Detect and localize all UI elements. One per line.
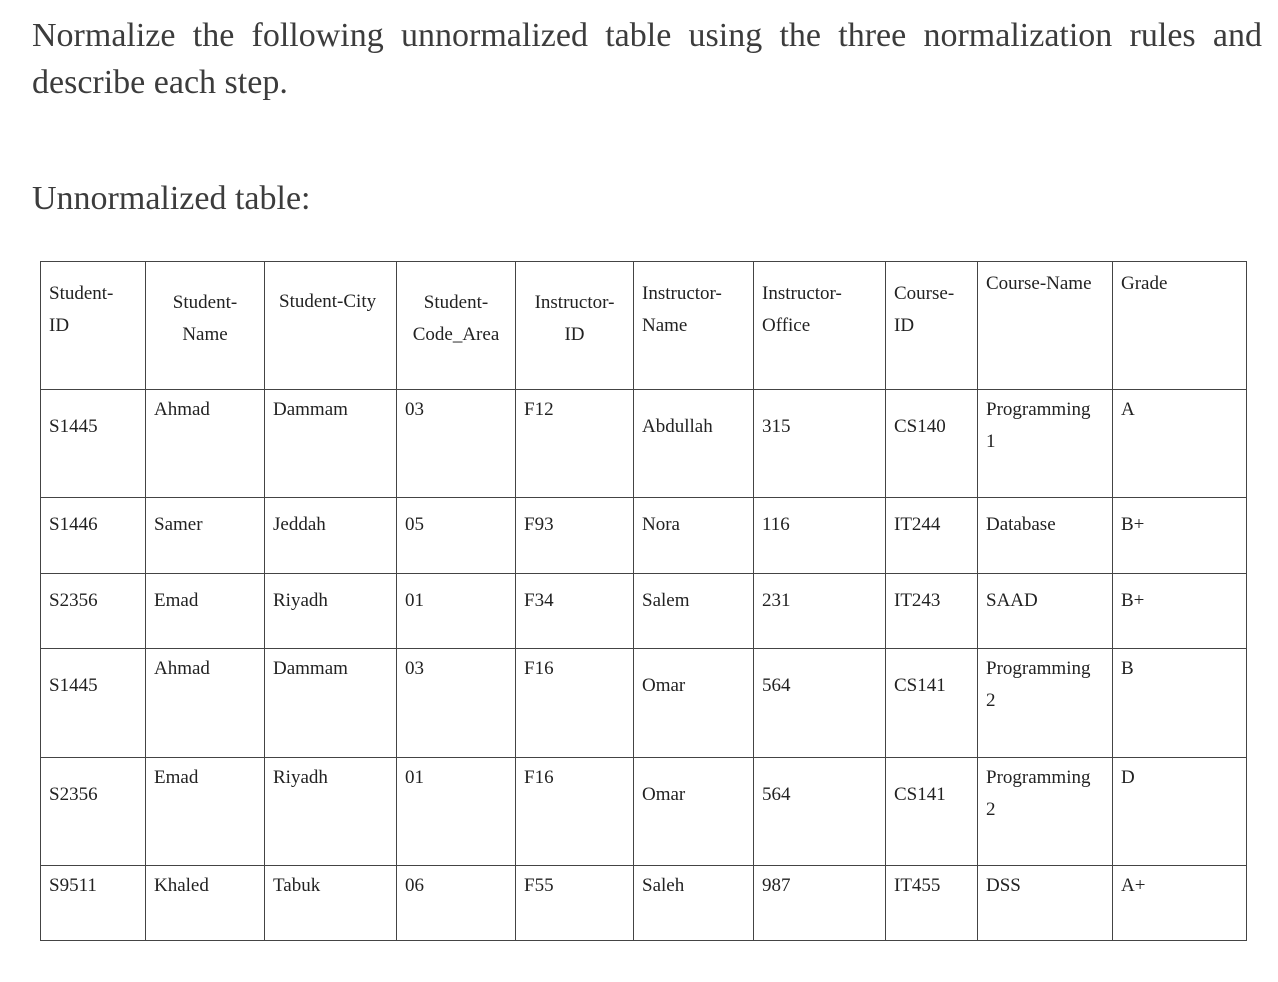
header-cell xyxy=(1113,262,1247,390)
student-city-value: Tabuk xyxy=(273,875,321,896)
table-cell xyxy=(886,390,978,498)
table-cell xyxy=(146,390,265,498)
table-cell xyxy=(634,649,754,758)
table-cell xyxy=(265,498,397,574)
student-id-value: S2356 xyxy=(49,784,98,805)
table-cell xyxy=(41,574,146,649)
unnormalized-table xyxy=(40,261,1247,941)
table-cell xyxy=(146,866,265,941)
table-cell xyxy=(754,866,886,941)
table-cell xyxy=(265,390,397,498)
table-cell xyxy=(265,866,397,941)
instructor-office-value: 116 xyxy=(762,514,790,535)
header-cell xyxy=(265,262,397,390)
header-student-city: Student-City xyxy=(279,291,377,312)
student-id-value: S1445 xyxy=(49,416,98,437)
code-area-value: 03 xyxy=(405,658,424,679)
instructor-id-value: F34 xyxy=(524,590,554,611)
code-area-value: 05 xyxy=(405,514,424,535)
header-grade: Grade xyxy=(1121,273,1168,294)
instructor-id-value: F16 xyxy=(524,767,554,788)
instructor-name-value: Abdullah xyxy=(642,416,713,437)
table-cell xyxy=(1113,574,1247,649)
table-cell xyxy=(886,574,978,649)
table-cell xyxy=(41,390,146,498)
course-id-value: IT244 xyxy=(894,514,941,535)
table-caption: Unnormalized table: xyxy=(32,180,311,217)
instructor-office-value: 987 xyxy=(762,875,791,896)
course-name-value: Programming 2 xyxy=(986,767,1091,820)
student-id-value: S1446 xyxy=(49,514,98,535)
table-cell xyxy=(265,574,397,649)
table-cell xyxy=(886,758,978,866)
student-city-value: Jeddah xyxy=(273,514,326,535)
table-cell xyxy=(397,574,516,649)
table-cell xyxy=(978,649,1113,758)
header-course-name: Course-Name xyxy=(986,273,1092,294)
table-cell xyxy=(754,649,886,758)
table-cell xyxy=(41,649,146,758)
grade-value: B+ xyxy=(1121,514,1145,535)
header-course-id: Course- ID xyxy=(894,283,955,336)
table-cell xyxy=(978,574,1113,649)
grade-value: D xyxy=(1121,767,1135,788)
course-id-value: IT455 xyxy=(894,875,941,896)
header-cell xyxy=(634,262,754,390)
instructor-office-value: 231 xyxy=(762,590,791,611)
student-id-value: S9511 xyxy=(49,875,97,896)
code-area-value: 01 xyxy=(405,590,424,611)
instructor-office-value: 564 xyxy=(762,675,791,696)
instructor-id-value: F16 xyxy=(524,658,554,679)
table-cell xyxy=(41,866,146,941)
table-cell xyxy=(397,866,516,941)
header-cell xyxy=(146,262,265,390)
table-cell xyxy=(1113,866,1247,941)
table-row xyxy=(41,758,1247,866)
table-cell xyxy=(516,649,634,758)
grade-value: A+ xyxy=(1121,875,1146,896)
table-cell xyxy=(516,574,634,649)
header-instructor-id: Instructor- ID xyxy=(534,292,615,345)
table-cell xyxy=(397,758,516,866)
table-cell xyxy=(516,758,634,866)
grade-value: B xyxy=(1121,658,1134,679)
instruction-paragraph xyxy=(32,12,1262,106)
course-name-value: SAAD xyxy=(986,590,1038,611)
header-instructor-name: Instructor- Name xyxy=(642,283,722,336)
table-cell xyxy=(265,758,397,866)
instructor-name-value: Salem xyxy=(642,590,690,611)
table-row xyxy=(41,866,1247,941)
instructor-name-value: Saleh xyxy=(642,875,685,896)
header-instructor-office: Instructor- Office xyxy=(762,283,842,336)
code-area-value: 03 xyxy=(405,399,424,420)
code-area-value: 01 xyxy=(405,767,424,788)
table-cell xyxy=(754,498,886,574)
table-cell xyxy=(146,649,265,758)
instructor-name-value: Omar xyxy=(642,675,686,696)
table-cell xyxy=(397,649,516,758)
code-area-value: 06 xyxy=(405,875,424,896)
table-cell xyxy=(146,574,265,649)
table-row xyxy=(41,498,1247,574)
table-cell xyxy=(634,758,754,866)
header-cell xyxy=(397,262,516,390)
table-cell xyxy=(634,866,754,941)
instruction-line-2: describe each step. xyxy=(32,64,288,101)
table-cell xyxy=(146,498,265,574)
student-name-value: Ahmad xyxy=(154,658,210,679)
course-id-value: CS140 xyxy=(894,416,946,437)
instructor-office-value: 564 xyxy=(762,784,791,805)
instructor-name-value: Nora xyxy=(642,514,680,535)
grade-value: B+ xyxy=(1121,590,1145,611)
student-id-value: S2356 xyxy=(49,590,98,611)
table-cell xyxy=(978,498,1113,574)
course-name-value: Programming 2 xyxy=(986,658,1091,711)
table-cell xyxy=(397,498,516,574)
table-cell xyxy=(886,649,978,758)
table-cell xyxy=(41,758,146,866)
course-name-value: Programming 1 xyxy=(986,399,1091,452)
student-city-value: Riyadh xyxy=(273,590,328,611)
table-cell xyxy=(634,390,754,498)
table-cell xyxy=(1113,498,1247,574)
table-row xyxy=(41,649,1247,758)
table-cell xyxy=(886,866,978,941)
header-row xyxy=(41,262,1247,390)
header-cell xyxy=(516,262,634,390)
table-cell xyxy=(978,758,1113,866)
student-name-value: Samer xyxy=(154,514,203,535)
table-row xyxy=(41,574,1247,649)
header-cell xyxy=(754,262,886,390)
table-cell xyxy=(265,649,397,758)
header-cell xyxy=(886,262,978,390)
instructor-name-value: Omar xyxy=(642,784,686,805)
table-cell xyxy=(754,574,886,649)
table-cell xyxy=(886,498,978,574)
course-id-value: CS141 xyxy=(894,675,946,696)
table-cell xyxy=(634,574,754,649)
table-cell xyxy=(397,390,516,498)
student-name-value: Ahmad xyxy=(154,399,210,420)
table-cell xyxy=(754,758,886,866)
instructor-id-value: F12 xyxy=(524,399,554,420)
instructor-id-value: F93 xyxy=(524,514,554,535)
course-name-value: DSS xyxy=(986,875,1021,896)
student-id-value: S1445 xyxy=(49,675,98,696)
table-cell xyxy=(516,866,634,941)
table-cell xyxy=(516,498,634,574)
table-cell xyxy=(978,390,1113,498)
student-city-value: Dammam xyxy=(273,658,348,679)
header-student-name: Student- Name xyxy=(172,292,238,345)
table-cell xyxy=(516,390,634,498)
student-city-value: Dammam xyxy=(273,399,348,420)
instructor-id-value: F55 xyxy=(524,875,554,896)
table-cell xyxy=(978,866,1113,941)
table-cell xyxy=(41,498,146,574)
course-id-value: IT243 xyxy=(894,590,941,611)
header-cell xyxy=(978,262,1113,390)
table-cell xyxy=(1113,758,1247,866)
header-student-code-area: Student- Code_Area xyxy=(412,292,500,345)
header-student-id: Student- ID xyxy=(49,283,114,336)
table-cell xyxy=(1113,390,1247,498)
header-cell xyxy=(41,262,146,390)
course-name-value: Database xyxy=(986,514,1056,535)
course-id-value: CS141 xyxy=(894,784,946,805)
instruction-line-1: Normalize the following unnormalized table using the three normalization rules and xyxy=(32,17,1262,54)
student-city-value: Riyadh xyxy=(273,767,328,788)
table-cell xyxy=(754,390,886,498)
table-cell xyxy=(1113,649,1247,758)
student-name-value: Khaled xyxy=(154,875,209,896)
grade-value: A xyxy=(1121,399,1135,420)
table-cell xyxy=(146,758,265,866)
student-name-value: Emad xyxy=(154,767,199,788)
table-cell xyxy=(634,498,754,574)
table-row xyxy=(41,390,1247,498)
student-name-value: Emad xyxy=(154,590,199,611)
instructor-office-value: 315 xyxy=(762,416,791,437)
